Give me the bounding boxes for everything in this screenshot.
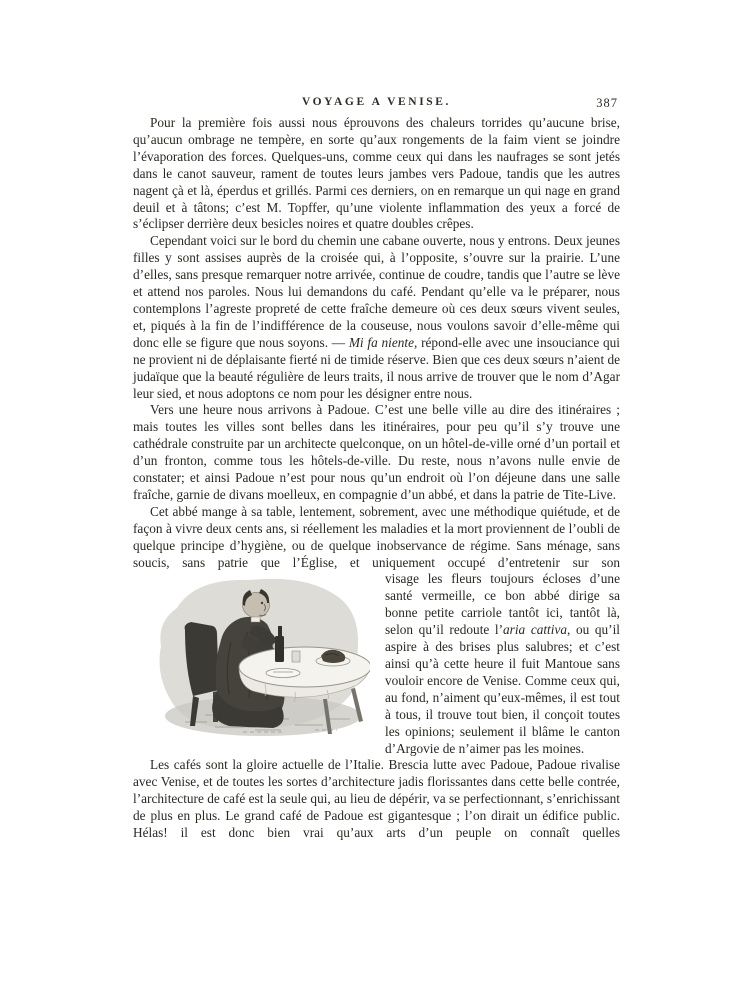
paragraph-4-part1-text: Cet abbé mange à sa table, lentement, sobrement, avec une méthodique quiétude, et de façon à vivre deux cents ans, si réellement les maladies et la mort proviennent de l’oubli de quelque principe d’hygiène, ou de quelque inobservance de régime. Sans ménage, sans soucis, sans patrie que l’Église, et uniquement occupé d’entretenir sur son	[133, 503, 620, 570]
italic-phrase-aria-cattiva: aria cattiva	[503, 622, 567, 638]
paragraph-5-text: Les cafés sont la gloire actuelle de l’Italie. Brescia lutte avec Padoue, Padoue rivalise avec Venise, et de toutes les sortes d’architecture jadis florissantes dans cette belle contrée, l’architecture de café est la seule qui, au lieu de dépérir, va se perfectionnant, s’enrichissant de plus en plus. Le grand café de Padoue est gigantesque ; l’on dirait un édifice public. Hélas! il est donc bien vrai qu’aux arts d’un peuple on connaît quelles	[133, 757, 620, 841]
text-block	[133, 96, 620, 842]
paragraph-2	[133, 233, 620, 402]
paragraph-4-part2-text-after-italic: , ou qu’il aspire à des brises plus salubres; et c’est ainsi qu’à cette heure il fuit Mantoue sans vouloir encore de Venise. Comme ceux qui, au fond, n’aiment qu’eux-mêmes, il est tout à tous, il trouve tout bien, il conçoit toutes les opinions; seulement il blâme le canton d’Argovie de n’aimer pas les moines.	[385, 622, 620, 756]
paragraph-1	[133, 115, 620, 233]
paragraph-2-text-after-italic: , répond-elle avec une insouciance qui ne provient ni de déplaisante fierté ni de timide réserve. Bien que ces deux sœurs n’aient de judaïque que la beauté régulière de leurs traits, il nous arrive de trouver que le nom d’Agar leur sied, et nous adoptons ce nom pour les désigner entre nous.	[133, 334, 621, 401]
body-text	[133, 115, 620, 842]
running-head	[133, 96, 620, 111]
paragraph-1-text: Pour la première fois aussi nous éprouvons des chaleurs torrides qu’aucune brise, qu’aucun ombrage ne tempère, en sorte qu’aux rongements de la faim vient se joindre l’évaporation des forces. Quelques-uns, comme ceux qui dans les naufrages se sont jetés dans le canot sauveur, rament de toutes leurs jambes vers Padoue, tandis que les autres nagent çà et là, éperdus et grillés. Parmi ces derniers, on en remarque un qui nage en grand deuil et à tâtons; c’est M. Topffer, qu’une violente inflammation des yeux a forcé de s’éclipser derrière deux besicles noires et quatre doubles crêpes.	[133, 115, 620, 232]
abbe-engraving-image	[155, 572, 370, 740]
paragraph-5	[133, 757, 620, 842]
paragraph-4-part1	[133, 504, 620, 572]
paragraph-3-text: Vers une heure nous arrivons à Padoue. C’est une belle ville au dire des itinéraires ; mais toutes les villes sont belles dans les itinéraires, pour peu qu’il s’y trouve une cathédrale construite par un architecte quelconque, on un hôtel-de-ville orné d’un portail et d’un fronton, comme tous les hôtels-de-ville. Du reste, nous n’avons nulle envie de constater; et ainsi Padoue n’est pour nous qu’un endroit où l’on déjeune dans une salle fraîche, garnie de divans moelleux, en compagnie d’un abbé, et dans la patrie de Tite-Live.	[133, 402, 620, 502]
paragraph-3	[133, 402, 620, 503]
running-title: VOYAGE A VENISE.	[301, 96, 452, 108]
paragraph-4-part2	[133, 571, 620, 757]
illustration-abbe-at-table	[133, 572, 385, 742]
italic-phrase-mi-fa-niente: Mi fa niente	[348, 334, 414, 350]
paragraph-4-part2-text-before-italic: visage les fleurs toujours écloses d’une santé vermeille, ce bon abbé dirige sa bonne petite carriole tantôt ici, tantôt là, selon qu’il redoute l’	[385, 571, 620, 638]
paragraph-2-text-before-italic: Cependant voici sur le bord du chemin une cabane ouverte, nous y entrons. Deux jeunes filles y sont assises auprès de la croisée qui, à l’opposite, s’ouvre sur la prairie. L’une d’elles, sans presque remarquer notre arrivée, continue de coudre, tandis que l’autre se lève et attend nos paroles. Nous lui demandons du café. Pendant qu’elle va le préparer, nous contemplons l’agreste propreté de cette fraîche demeure où ces deux sœurs vivent seules, et, piqués à la fin de l’indifférence de la couseuse, nous voulons savoir d’elle-même qui donc elle se figure que nous soyons. —	[133, 233, 620, 350]
page-number: 387	[596, 96, 618, 110]
